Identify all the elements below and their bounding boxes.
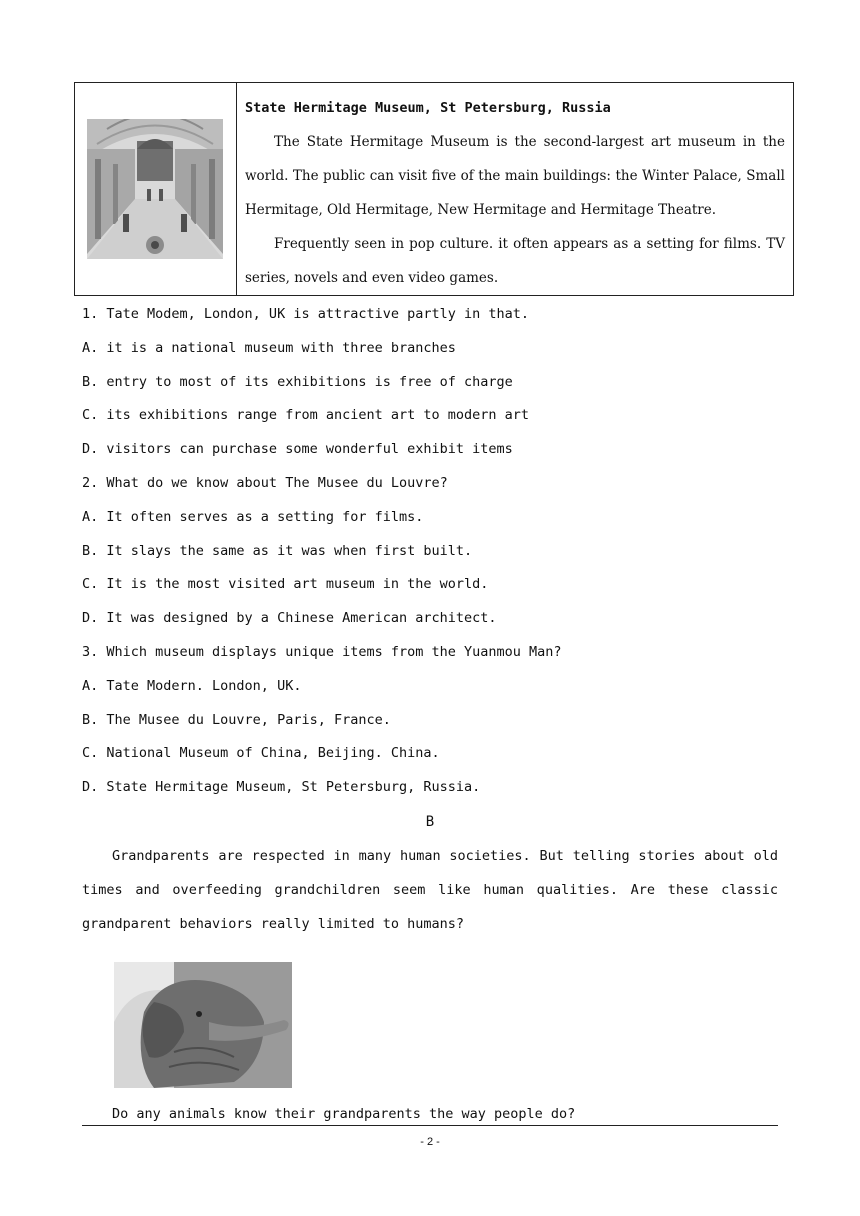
question-stem: 3. Which museum displays unique items from the Yuanmou Man? [82,643,562,660]
museum-paragraph-1-text: The State Hermitage Museum is the second-largest art museum in the world. The public can visit five of the main buildings: the Winter Palace, Small Hermitage, Old Hermitage, New Hermitage and Hermitage Theatre. [245,134,785,218]
question-stem: 1. Tate Modem, London, UK is attractive partly in that. [82,306,530,322]
section-b-paragraph-text: Grandparents are respected in many human societies. But telling stories about old times and overfeeding grandchildren seem like human qualities. Are these classic grandparent behaviors really limited to humans? [82,848,778,932]
museum-paragraph-2-text: Frequently seen in pop culture. it often appears as a setting for films. TV series, novels and even video games. [245,236,785,286]
museum-paragraph-1 [245,125,785,227]
museum-paragraph-2 [245,227,785,295]
answer-option: D. visitors can purchase some wonderful exhibit items [82,441,513,458]
closing-question: Do any animals know their grandparents the way people do? [112,1106,576,1122]
section-b-paragraph [82,840,778,941]
museum-hall-photo [87,119,223,259]
answer-option: C. National Museum of China, Beijing. China. [82,745,440,762]
answer-option: B. It slays the same as it was when first built. [82,542,473,559]
section-heading: B [425,814,435,830]
elephant-photo [114,962,292,1088]
museum-image-cell [75,83,237,295]
answer-option: A. it is a national museum with three branches [82,339,456,356]
answer-option: A. It often serves as a setting for films. [82,508,424,525]
answer-option: B. The Musee du Louvre, Paris, France. [82,711,391,728]
answer-option: D. It was designed by a Chinese American architect. [82,610,497,627]
museum-text-cell [237,83,793,295]
museum-entry-table [74,82,794,296]
answer-option: C. its exhibitions range from ancient art to modern art [82,407,530,424]
museum-title: State Hermitage Museum, St Petersburg, Russia [245,100,611,116]
answer-option: C. It is the most visited art museum in the world. [82,576,489,593]
page-number: - 2 - [420,1136,440,1148]
answer-option: B. entry to most of its exhibitions is free of charge [82,373,513,390]
answer-option: D. State Hermitage Museum, St Petersburg, Russia. [82,779,481,796]
answer-option: A. Tate Modern. London, UK. [82,677,302,694]
question-list [82,298,782,805]
footer-divider [82,1125,778,1126]
question-stem: 2. What do we know about The Musee du Louvre? [82,474,448,491]
